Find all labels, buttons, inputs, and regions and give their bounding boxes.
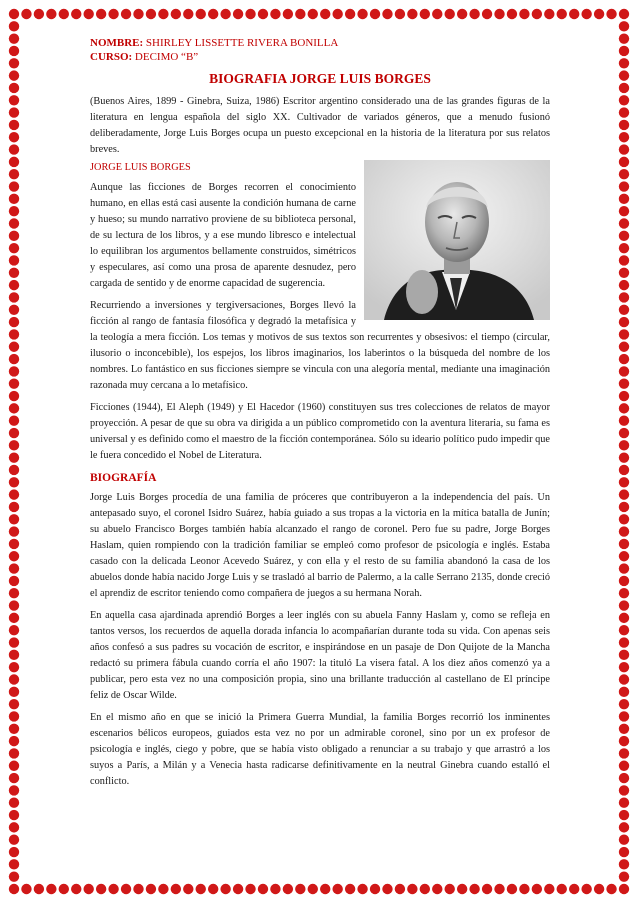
border-dot xyxy=(494,9,504,19)
page-title: BIOGRAFIA JORGE LUIS BORGES xyxy=(209,71,431,86)
border-dot xyxy=(619,157,629,167)
border-dot xyxy=(619,342,629,352)
border-dot xyxy=(619,810,629,820)
border-dot xyxy=(9,699,19,709)
border-dot xyxy=(619,403,629,413)
border-dot xyxy=(21,9,31,19)
border-dot xyxy=(581,884,591,894)
border-dot xyxy=(619,440,629,450)
intro-paragraph: (Buenos Aires, 1899 - Ginebra, Suiza, 1986) Escritor argentino considerado una de las grandes figuras de la literatura en lengua española del siglo XX. Cultivador de variados géneros, que a menudo fusionó deliberadamente, Jorge Luis Borges ocupa un puesto excepcional en la historia de la literatura por sus relatos breves. xyxy=(90,96,550,155)
paragraph-2: Recurriendo a inversiones y tergiversaciones, Borges llevó la ficción al rango de fantasía filosófica y degradó la metafísica y la teología a mera ficción. Los temas y motivos de sus textos son recurrentes y obsesivos: el tiempo (circular, ilusorio o inconcebible), los espejos, los libros imaginarios, los laberintos o la búsqueda del nombre de los nombres. Lo fantástico en sus ficciones siempre se vincula con una alegoría mental, mediante una imaginación razonada muy cercana a lo metafísico. xyxy=(90,300,550,391)
border-dot xyxy=(619,317,629,327)
border-dot xyxy=(619,514,629,524)
section-heading-biografia: BIOGRAFÍA xyxy=(90,472,157,484)
border-dot xyxy=(395,9,405,19)
border-dot xyxy=(158,9,168,19)
border-dot xyxy=(619,132,629,142)
border-dot xyxy=(619,724,629,734)
border-dot xyxy=(619,798,629,808)
border-dot xyxy=(233,9,243,19)
border-dot xyxy=(519,9,529,19)
border-dot xyxy=(171,9,181,19)
border-dot xyxy=(569,9,579,19)
border-dot xyxy=(619,292,629,302)
paragraph-6: En el mismo año en que se inició la Primera Guerra Mundial, la familia Borges recorrió los inminentes escenarios bélicos europeos, guiados esta vez no por un admirable coronel, sino por un ex profesor de psicología e inglés, ciego y pobre, que se había visto obligado a renunciar a su trabajo y que arrastró a los suyos a París, a Milán y a Venecia hasta radicarse definitivamente en la neutral Ginebra cuando estalló el conflicto. xyxy=(90,712,550,787)
border-dot xyxy=(9,674,19,684)
border-dot xyxy=(619,305,629,315)
border-dot xyxy=(9,563,19,573)
border-dot xyxy=(9,46,19,56)
border-dot xyxy=(619,489,629,499)
course-value: DECIMO “B” xyxy=(134,51,199,63)
border-dot xyxy=(619,662,629,672)
border-dot xyxy=(619,637,629,647)
border-dot xyxy=(619,822,629,832)
border-dot xyxy=(9,625,19,635)
border-dot xyxy=(619,120,629,130)
border-dot xyxy=(9,218,19,228)
border-dot xyxy=(619,835,629,845)
border-dot xyxy=(133,9,143,19)
border-dot xyxy=(9,637,19,647)
border-dot xyxy=(619,46,629,56)
border-dot xyxy=(9,268,19,278)
border-dot xyxy=(445,9,455,19)
border-dot xyxy=(9,502,19,512)
border-dot xyxy=(619,687,629,697)
portrait-photo xyxy=(364,160,550,320)
border-dot xyxy=(9,83,19,93)
border-dot xyxy=(9,835,19,845)
border-dot xyxy=(619,847,629,857)
border-dot xyxy=(183,9,193,19)
border-dot xyxy=(9,847,19,857)
border-dot xyxy=(9,576,19,586)
border-dot xyxy=(332,9,342,19)
border-dot xyxy=(9,305,19,315)
border-dot xyxy=(146,9,156,19)
border-dot xyxy=(9,600,19,610)
border-dot xyxy=(619,58,629,68)
border-dot xyxy=(370,9,380,19)
border-dot xyxy=(469,9,479,19)
border-dot xyxy=(594,9,604,19)
border-dot xyxy=(9,58,19,68)
paragraph-4: Jorge Luis Borges procedía de una familia de próceres que contribuyeron a la independencia del país. Un antepasado suyo, el coronel Isidro Suárez, había guiado a sus tropas a la victoria en la mítica batalla de Junín; su abuelo Francisco Borges también había alcanzado el rango de coronel. Pero fue su padre, Jorge Borges Haslam, quien rompiendo con la tradición familiar se empleó como profesor de psicología e inglés. Estaba casado con la delicada Leonor Acevedo Suárez, y con ella y el resto de su familia abandonó la casa de los abuelos donde había nacido Jorge Luis y se trasladó al barrio de Palermo, a la calle Serrano 2135, donde creció el aprendiz de escritor teniendo como compañera de juegos a su hermana Norah. xyxy=(90,492,550,599)
border-dot xyxy=(9,9,19,19)
border-dot xyxy=(9,132,19,142)
border-dot xyxy=(557,9,567,19)
border-dot xyxy=(34,884,44,894)
border-dot xyxy=(9,465,19,475)
border-dot xyxy=(9,650,19,660)
border-dot xyxy=(9,822,19,832)
border-dot xyxy=(619,255,629,265)
border-dot xyxy=(308,9,318,19)
border-dot xyxy=(544,9,554,19)
border-dot xyxy=(9,342,19,352)
name-line xyxy=(90,36,550,50)
border-dot xyxy=(208,9,218,19)
border-dot xyxy=(619,502,629,512)
border-dot xyxy=(320,9,330,19)
border-dot xyxy=(619,181,629,191)
border-dot xyxy=(619,169,629,179)
border-dot xyxy=(507,9,517,19)
border-dot xyxy=(9,317,19,327)
border-dot xyxy=(220,9,230,19)
border-dot xyxy=(619,231,629,241)
border-dot xyxy=(9,255,19,265)
border-dot xyxy=(9,810,19,820)
border-dot xyxy=(9,120,19,130)
paragraph-1: Aunque las ficciones de Borges recorren el conocimiento humano, en ellas está casi ausente la condición humana de carne y hueso; su mundo narrativo proviene de su biblioteca personal, de su lectura de los libros, y a ese mundo libresco e intelectual lo equilibran los argumentos bellamente construidos, simétricos y especulares, así como una prosa de aparente desnudez, pero cargada de sentido y de enorme capacidad de sugerencia. xyxy=(90,182,356,289)
border-dot xyxy=(9,711,19,721)
border-dot xyxy=(96,9,106,19)
portrait-photo-icon xyxy=(364,160,550,320)
border-dot xyxy=(9,391,19,401)
border-dot xyxy=(245,9,255,19)
border-dot xyxy=(619,773,629,783)
border-dot xyxy=(9,662,19,672)
border-dot xyxy=(9,884,19,894)
course-line xyxy=(90,50,550,64)
border-dot xyxy=(9,280,19,290)
border-dot xyxy=(9,403,19,413)
border-dot xyxy=(382,9,392,19)
border-dot xyxy=(9,181,19,191)
border-dot xyxy=(407,9,417,19)
border-dot xyxy=(594,884,604,894)
border-dot xyxy=(9,687,19,697)
border-dot xyxy=(9,107,19,117)
name-value: SHIRLEY LISSETTE RIVERA BONILLA xyxy=(145,37,339,49)
border-dot xyxy=(9,798,19,808)
border-dot xyxy=(9,724,19,734)
border-dot xyxy=(619,563,629,573)
border-dot xyxy=(9,366,19,376)
border-dot xyxy=(46,884,56,894)
paragraph-5: En aquella casa ajardinada aprendió Borges a leer inglés con su abuela Fanny Haslam y, como se refleja en tantos versos, los recuerdos de aquella dorada infancia lo acompañarían durante toda su vida. Con apenas seis años confesó a sus padres su vocación de escritor, e inspirándose en un pasaje de Don Quijote de la Mancha redactó su primera fábula cuando corría el año 1907: la tituló La visera fatal. A los diez años comenzó ya a publicar, pero esta vez no una composición propia, sino una brillante traducción al castellano de El príncipe feliz de Oscar Wilde. xyxy=(90,610,550,701)
border-dot xyxy=(619,551,629,561)
subtitle: JORGE LUIS BORGES xyxy=(90,162,191,173)
border-dot xyxy=(619,699,629,709)
border-dot xyxy=(619,107,629,117)
border-dot xyxy=(532,9,542,19)
border-dot xyxy=(619,452,629,462)
border-dot xyxy=(619,588,629,598)
border-dot xyxy=(606,9,616,19)
border-dot xyxy=(9,415,19,425)
border-dot xyxy=(9,526,19,536)
border-dot xyxy=(9,871,19,881)
border-dot xyxy=(71,884,81,894)
border-dot xyxy=(619,736,629,746)
course-label: CURSO: xyxy=(90,51,133,63)
border-dot xyxy=(619,539,629,549)
border-dot xyxy=(619,871,629,881)
border-dot xyxy=(9,514,19,524)
border-dot xyxy=(619,206,629,216)
border-dot xyxy=(9,33,19,43)
border-dot xyxy=(619,859,629,869)
border-dot xyxy=(457,9,467,19)
border-dot xyxy=(9,748,19,758)
paragraph-3: Ficciones (1944), El Aleph (1949) y El Hacedor (1960) constituyen sus tres colecciones de relatos de mayor proyección. A pesar de que su obra va dirigida a un público comprometido con la aventura literaria, su fama es universal y es definido como el maestro de la ficción contemporánea. Sólo su ideario político pudo impedir que le fuera concedido el Nobel de Literatura. xyxy=(90,402,550,461)
border-dot xyxy=(9,785,19,795)
border-dot xyxy=(9,613,19,623)
border-dot xyxy=(9,452,19,462)
border-dot xyxy=(9,773,19,783)
border-dot xyxy=(71,9,81,19)
border-dot xyxy=(9,859,19,869)
border-dot xyxy=(619,674,629,684)
border-dot xyxy=(432,9,442,19)
border-dot xyxy=(9,169,19,179)
border-dot xyxy=(9,588,19,598)
border-dot xyxy=(9,736,19,746)
border-dot xyxy=(9,157,19,167)
border-dot xyxy=(9,539,19,549)
border-dot xyxy=(283,9,293,19)
border-dot xyxy=(619,95,629,105)
border-dot xyxy=(295,9,305,19)
border-dot xyxy=(619,218,629,228)
border-dot xyxy=(482,9,492,19)
border-dot xyxy=(619,526,629,536)
border-dot xyxy=(619,600,629,610)
border-dot xyxy=(619,33,629,43)
border-dot xyxy=(9,329,19,339)
border-dot xyxy=(619,194,629,204)
border-dot xyxy=(9,206,19,216)
border-dot xyxy=(46,9,56,19)
border-dot xyxy=(619,748,629,758)
border-dot xyxy=(619,144,629,154)
border-dot xyxy=(9,428,19,438)
border-dot xyxy=(9,761,19,771)
border-dot xyxy=(345,9,355,19)
border-dot xyxy=(21,884,31,894)
border-dot xyxy=(59,9,69,19)
border-dot xyxy=(9,95,19,105)
border-dot xyxy=(357,9,367,19)
border-dot xyxy=(270,9,280,19)
border-dot xyxy=(619,268,629,278)
border-dot xyxy=(9,354,19,364)
border-dot xyxy=(9,551,19,561)
border-dot xyxy=(196,9,206,19)
name-label: NOMBRE: xyxy=(90,37,144,49)
border-dot xyxy=(619,576,629,586)
border-dot xyxy=(59,884,69,894)
border-dot xyxy=(9,243,19,253)
border-dot xyxy=(619,391,629,401)
border-dot xyxy=(9,194,19,204)
border-dot xyxy=(606,884,616,894)
border-dot xyxy=(619,477,629,487)
border-dot xyxy=(619,884,629,894)
border-dot xyxy=(83,9,93,19)
document-page xyxy=(90,36,550,886)
border-dot xyxy=(34,9,44,19)
border-dot xyxy=(619,329,629,339)
border-dot xyxy=(581,9,591,19)
border-dot xyxy=(9,21,19,31)
border-dot xyxy=(420,9,430,19)
border-dot xyxy=(619,9,629,19)
border-dot xyxy=(619,613,629,623)
border-dot xyxy=(121,9,131,19)
border-dot xyxy=(619,428,629,438)
border-dot xyxy=(9,477,19,487)
border-dot xyxy=(557,884,567,894)
border-dot xyxy=(569,884,579,894)
border-dot xyxy=(258,9,268,19)
border-dot xyxy=(619,465,629,475)
border-dot xyxy=(9,379,19,389)
border-dot xyxy=(9,440,19,450)
border-dot xyxy=(619,366,629,376)
border-dot xyxy=(619,243,629,253)
border-dot xyxy=(619,650,629,660)
border-dot xyxy=(108,9,118,19)
border-dot xyxy=(9,292,19,302)
border-dot xyxy=(619,354,629,364)
border-dot xyxy=(619,625,629,635)
border-dot xyxy=(619,785,629,795)
border-dot xyxy=(9,489,19,499)
border-dot xyxy=(619,70,629,80)
border-dot xyxy=(9,70,19,80)
border-dot xyxy=(619,280,629,290)
border-dot xyxy=(619,415,629,425)
border-dot xyxy=(619,761,629,771)
border-dot xyxy=(9,231,19,241)
border-dot xyxy=(619,711,629,721)
border-dot xyxy=(619,379,629,389)
border-dot xyxy=(619,83,629,93)
border-dot xyxy=(9,144,19,154)
border-dot xyxy=(619,21,629,31)
